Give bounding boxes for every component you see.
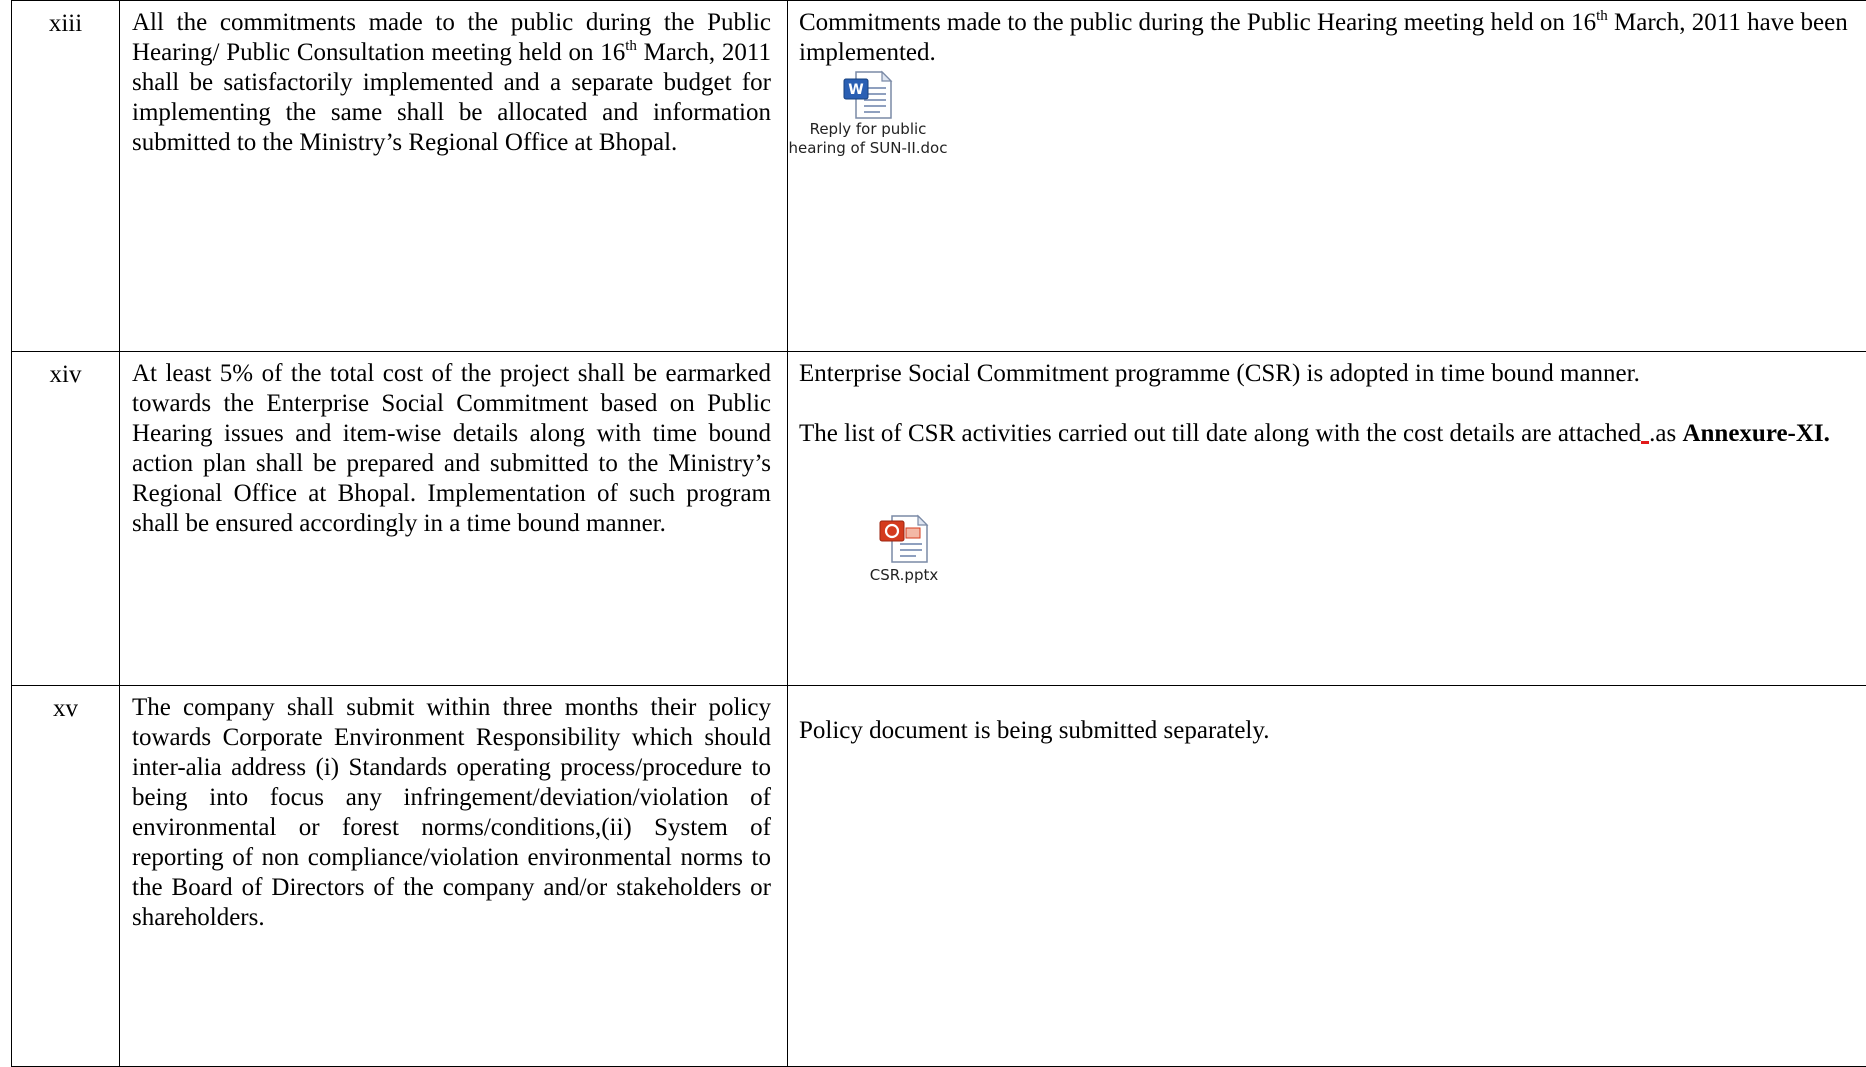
superscript: th: [625, 38, 637, 54]
word-document-icon: [842, 70, 894, 120]
status-cell: [788, 686, 1866, 1067]
condition-cell: [120, 352, 788, 686]
edit-mark: [1641, 441, 1649, 444]
status-text: [788, 352, 1866, 449]
condition-text: [120, 1, 787, 158]
superscript: th: [1596, 8, 1608, 24]
attachment-caption: [788, 120, 948, 158]
status-text-part: The list of CSR activities carried out till date along with the cost details are attached: [799, 420, 1641, 447]
embedded-attachment-doc[interactable]: [788, 70, 948, 158]
status-text-part: March, 2011 have been implemented.: [799, 9, 1848, 66]
condition-text: The company shall submit within three months their policy towards Corporate Environment Responsibility which should inter-alia address (i) Standards operating process/procedure to being into focus any infringement/deviation/violation of environmental or forest norms/conditions,(ii) System of reporting of non compliance/violation environmental norms to the Board of Directors of the company and/or stakeholders or shareholders.: [120, 686, 787, 933]
row-number: xv: [12, 686, 119, 724]
table-row: [12, 352, 1866, 686]
row-number: xiii: [12, 1, 119, 39]
table-row: [12, 686, 1866, 1067]
attachment-caption: CSR.pptx: [824, 566, 984, 585]
status-paragraph: [799, 419, 1866, 449]
embedded-attachment-pptx[interactable]: [824, 514, 984, 585]
status-cell: [788, 1, 1866, 352]
condition-text-part: All the commitments made to the public during the Public Hearing/ Public Consultation meeting held on 16: [132, 9, 771, 66]
compliance-table: [11, 0, 1866, 1067]
row-number-cell: [12, 686, 120, 1067]
status-cell: [788, 352, 1866, 686]
attachment-caption-line: Reply for public: [788, 120, 948, 139]
attachment-caption-line: hearing of SUN-II.doc: [788, 139, 948, 158]
annexure-reference: Annexure-XI.: [1682, 420, 1829, 447]
powerpoint-document-icon: [878, 514, 930, 564]
status-text: Policy document is being submitted separately.: [788, 686, 1866, 746]
status-text-part: .as: [1649, 420, 1682, 447]
row-number-cell: [12, 1, 120, 352]
row-number-cell: [12, 352, 120, 686]
status-text-part: Commitments made to the public during the Public Hearing meeting held on 16: [799, 9, 1596, 36]
status-text: [788, 1, 1866, 68]
row-number: xiv: [12, 352, 119, 390]
svg-text:W: W: [848, 82, 863, 98]
condition-cell: [120, 1, 788, 352]
condition-cell: [120, 686, 788, 1067]
condition-text: At least 5% of the total cost of the project shall be earmarked towards the Enterprise Social Commitment based on Public Hearing issues and item-wise details along with time bound action plan shall be prepared and submitted to the Ministry’s Regional Office at Bhopal. Implementation of such program shall be ensured accordingly in a time bound manner.: [120, 352, 787, 539]
condition-text-part: March, 2011 shall be satisfactorily implemented and a separate budget for implementing the same shall be allocated and information submitted to the Ministry’s Regional Office at Bhopal.: [132, 39, 771, 156]
status-paragraph: Enterprise Social Commitment programme (CSR) is adopted in time bound manner.: [799, 359, 1866, 389]
table-row: [12, 1, 1866, 352]
